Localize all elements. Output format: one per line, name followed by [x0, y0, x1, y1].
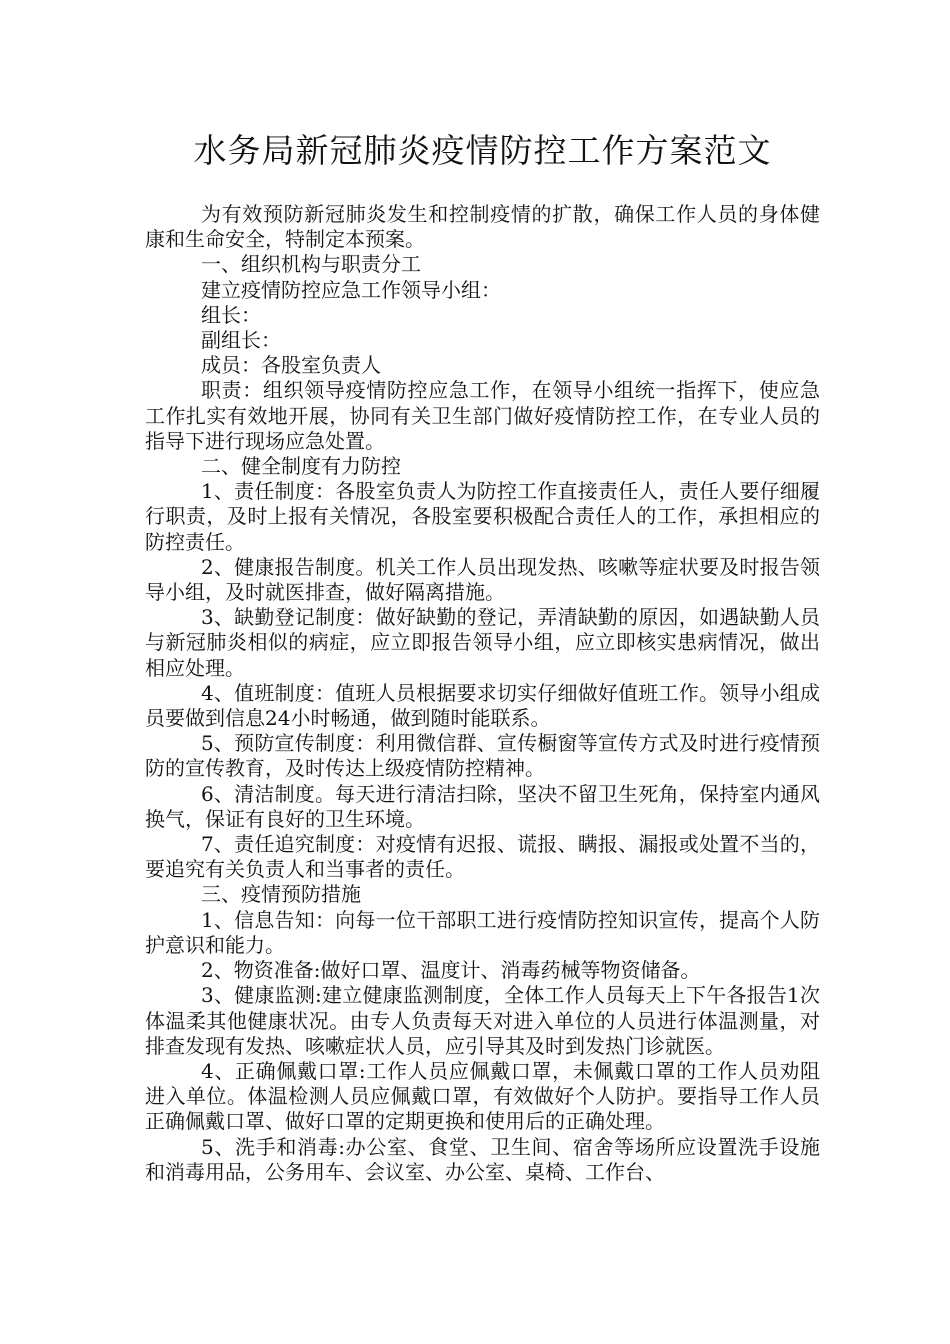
paragraph: 7、责任追究制度：对疫情有迟报、谎报、瞒报、漏报或处置不当的，要追究有关负责人和当事者的责任。: [145, 832, 820, 882]
paragraph: 5、洗手和消毒:办公室、食堂、卫生间、宿舍等场所应设置洗手设施和消毒用品，公务用车、会议室、办公室、桌椅、工作台、: [145, 1134, 820, 1184]
paragraph: 2、物资准备:做好口罩、温度计、消毒药械等物资储备。: [201, 958, 701, 983]
paragraph: 1、信息告知：向每一位干部职工进行疫情防控知识宣传，提高个人防护意识和能力。: [145, 907, 820, 957]
paragraph: 5、预防宣传制度：利用微信群、宣传橱窗等宣传方式及时进行疫情预防的宣传教育，及时传达上级疫情防控精神。: [145, 731, 820, 781]
section-heading-1: 一、组织机构与职责分工: [201, 252, 421, 277]
document-title: 水务局新冠肺炎疫情防控工作方案范文: [193, 131, 772, 170]
paragraph: 建立疫情防控应急工作领导小组：: [201, 277, 501, 302]
section-heading-3: 三、疫情预防措施: [201, 882, 361, 907]
section-heading-2: 二、健全制度有力防控: [201, 454, 401, 479]
paragraph: 3、健康监测:建立健康监测制度，全体工作人员每天上下午各报告1次体温柔其他健康状况。由专人负责每天对进入单位的人员进行体温测量，对排查发现有发热、咳嗽症状人员，应引导其及时到发热门诊就医。: [145, 983, 820, 1058]
paragraph: 1、责任制度：各股室负责人为防控工作直接责任人，责任人要仔细履行职责，及时上报有关情况，各股室要积极配合责任人的工作，承担相应的防控责任。: [145, 479, 820, 554]
paragraph: 6、清洁制度。每天进行清洁扫除，坚决不留卫生死角，保持室内通风换气，保证有良好的卫生环境。: [145, 781, 820, 831]
paragraph: 4、正确佩戴口罩:工作人员应佩戴口罩，未佩戴口罩的工作人员劝阻进入单位。体温检测人员应佩戴口罩，有效做好个人防护。要指导工作人员正确佩戴口罩、做好口罩的定期更换和使用后的正确处理。: [145, 1058, 820, 1134]
paragraph: 副组长：: [201, 328, 281, 353]
paragraph: 组长：: [201, 302, 261, 327]
paragraph: 职责：组织领导疫情防控应急工作，在领导小组统一指挥下，使应急工作扎实有效地开展，协同有关卫生部门做好疫情防控工作，在专业人员的指导下进行现场应急处置。: [145, 378, 820, 453]
paragraph: 2、健康报告制度。机关工作人员出现发热、咳嗽等症状要及时报告领导小组，及时就医排查，做好隔离措施。: [145, 554, 820, 605]
paragraph: 4、值班制度：值班人员根据要求切实仔细做好值班工作。领导小组成员要做到信息24小时畅通，做到随时能联系。: [145, 680, 820, 731]
paragraph: 3、缺勤登记制度：做好缺勤的登记，弄清缺勤的原因，如遇缺勤人员与新冠肺炎相似的病症，应立即报告领导小组，应立即核实患病情况，做出相应处理。: [145, 605, 820, 680]
document-body: [145, 202, 820, 1185]
paragraph-intro: 为有效预防新冠肺炎发生和控制疫情的扩散，确保工作人员的身体健康和生命安全，特制定本预案。: [145, 202, 820, 252]
document-page: [145, 128, 820, 1185]
paragraph: 成员：各股室负责人: [201, 353, 381, 378]
